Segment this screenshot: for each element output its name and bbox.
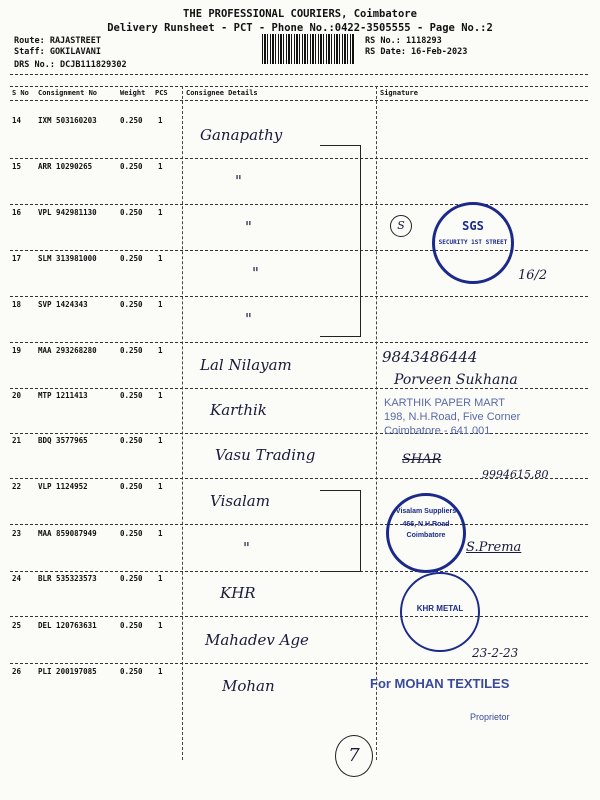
drs-label: DRS No.: DCJB111829302	[14, 60, 127, 70]
sig-circle: S	[390, 215, 412, 237]
sgs-stamp-title: SGS	[462, 219, 484, 233]
proprietor-label: Proprietor	[470, 712, 510, 722]
karthik-stamp	[384, 396, 520, 438]
row-weight: 0.250	[120, 667, 143, 676]
row-weight: 0.250	[120, 254, 143, 263]
row-sno: 21	[12, 436, 22, 445]
rs-date-label: RS Date: 16-Feb-2023	[365, 47, 468, 57]
row-sno: 17	[12, 254, 22, 263]
row-pcs: 1	[158, 346, 163, 355]
row-consignment: MTP 1211413	[38, 391, 88, 400]
row-pcs: 1	[158, 482, 163, 491]
row-sno: 26	[12, 667, 22, 676]
row-consignee: Mohan	[222, 677, 275, 695]
row-pcs: 1	[158, 208, 163, 217]
row-consignee: "	[243, 539, 250, 557]
row-pcs: 1	[158, 162, 163, 171]
row-weight: 0.250	[120, 482, 143, 491]
row-pcs: 1	[158, 436, 163, 445]
row-consignee: "	[245, 218, 252, 236]
row-divider	[10, 388, 588, 389]
row-divider	[10, 204, 588, 205]
row-consignment: SVP 1424343	[38, 300, 88, 309]
visalam-stamp-addr: 466, N.H.Road	[402, 521, 450, 528]
row-weight: 0.250	[120, 574, 143, 583]
row-sno: 20	[12, 391, 22, 400]
row-pcs: 1	[158, 300, 163, 309]
divider	[10, 74, 588, 75]
row-pcs: 1	[158, 621, 163, 630]
col-consignee: Consignee Details	[186, 89, 258, 97]
row-weight: 0.250	[120, 116, 143, 125]
row-consignee: "	[235, 172, 242, 190]
row-consignee: Karthik	[210, 401, 267, 419]
divider	[10, 100, 588, 101]
name-19: Porveen Sukhana	[394, 372, 518, 388]
sig-date: 16/2	[518, 268, 548, 283]
divider	[10, 86, 588, 87]
phone-21: 9994615.80	[482, 468, 549, 481]
row-pcs: 1	[158, 116, 163, 125]
runsheet-title: Delivery Runsheet - PCT - Phone No.:0422-3505555 - Page No.:2	[107, 22, 493, 34]
stamp-line: KARTHIK PAPER MART	[384, 397, 506, 409]
col-weight: Weight	[120, 89, 146, 97]
route-label: Route: RAJASTREET	[14, 36, 101, 46]
row-sno: 16	[12, 208, 22, 217]
row-consignment: IXM 503160203	[38, 116, 97, 125]
row-divider	[10, 663, 588, 664]
date-25: 23-2-23	[472, 646, 519, 660]
row-pcs: 1	[158, 254, 163, 263]
row-divider	[10, 571, 588, 572]
row-consignment: BDQ 3577965	[38, 436, 88, 445]
col-pcs: PCS	[155, 89, 168, 97]
row-divider	[10, 158, 588, 159]
row-sno: 15	[12, 162, 22, 171]
page-circle: 7	[335, 735, 373, 777]
row-sno: 14	[12, 116, 22, 125]
sgs-stamp-sub: SECURITY 1ST STREET	[438, 239, 508, 246]
row-weight: 0.250	[120, 162, 143, 171]
row-consignment: MAA 859087949	[38, 529, 97, 538]
row-consignee: Vasu Trading	[215, 446, 316, 464]
bracket	[320, 145, 361, 337]
row-consignment: BLR 535323573	[38, 574, 97, 583]
row-sno: 24	[12, 574, 22, 583]
row-sno: 22	[12, 482, 22, 491]
row-weight: 0.250	[120, 391, 143, 400]
row-consignee: Mahadev Age	[205, 631, 309, 649]
col-signature: Signature	[380, 89, 418, 97]
row-pcs: 1	[158, 529, 163, 538]
row-consignee: Lal Nilayam	[200, 356, 292, 374]
barcode	[262, 34, 354, 64]
row-sno: 18	[12, 300, 22, 309]
column-divider	[376, 86, 377, 760]
row-pcs: 1	[158, 391, 163, 400]
row-consignment: VLP 1124952	[38, 482, 88, 491]
rs-no-label: RS No.: 1118293	[365, 36, 442, 46]
sig-21: SHAR	[402, 452, 442, 467]
row-consignment: VPL 942981130	[38, 208, 97, 217]
row-weight: 0.250	[120, 529, 143, 538]
bracket	[320, 490, 361, 572]
row-divider	[10, 616, 588, 617]
mohan-stamp: For MOHAN TEXTILES	[370, 676, 510, 691]
row-divider	[10, 296, 588, 297]
visalam-stamp	[386, 493, 466, 573]
stamp-line: 198, N.H.Road, Five Corner	[384, 411, 521, 423]
visalam-stamp-title: Visalam Suppliers	[395, 508, 457, 515]
row-divider	[10, 524, 588, 525]
col-consignment: Consignment No	[38, 89, 98, 97]
row-weight: 0.250	[120, 300, 143, 309]
row-consignee: "	[245, 310, 252, 328]
stamp-line: Coimbatore - 641 001	[384, 425, 491, 437]
khr-stamp	[400, 572, 480, 652]
row-divider	[10, 342, 588, 343]
staff-label: Staff: GOKILAVANI	[14, 47, 101, 57]
row-weight: 0.250	[120, 208, 143, 217]
row-consignee: "	[252, 264, 259, 282]
row-weight: 0.250	[120, 621, 143, 630]
row-weight: 0.250	[120, 346, 143, 355]
sgs-stamp	[432, 202, 514, 284]
row-sno: 19	[12, 346, 22, 355]
row-consignee: KHR	[220, 584, 256, 602]
visalam-stamp-city: Coimbatore	[406, 532, 446, 539]
row-consignee: Visalam	[210, 492, 270, 510]
row-pcs: 1	[158, 667, 163, 676]
company-title: THE PROFESSIONAL COURIERS, Coimbatore	[183, 8, 417, 20]
row-weight: 0.250	[120, 436, 143, 445]
row-sno: 25	[12, 621, 22, 630]
row-consignment: PLI 200197085	[38, 667, 97, 676]
col-sno: S No	[12, 89, 29, 97]
column-divider	[182, 86, 183, 760]
row-consignment: SLM 313981000	[38, 254, 97, 263]
row-consignment: ARR 10290265	[38, 162, 93, 171]
phone-19: 9843486444	[382, 348, 478, 366]
khr-stamp-text: KHR METAL	[416, 604, 464, 613]
row-sno: 23	[12, 529, 22, 538]
row-pcs: 1	[158, 574, 163, 583]
row-consignment: MAA 293268280	[38, 346, 97, 355]
sig-23: S.Prema	[466, 540, 522, 555]
row-consignee: Ganapathy	[200, 126, 283, 144]
row-consignment: DEL 120763631	[38, 621, 97, 630]
